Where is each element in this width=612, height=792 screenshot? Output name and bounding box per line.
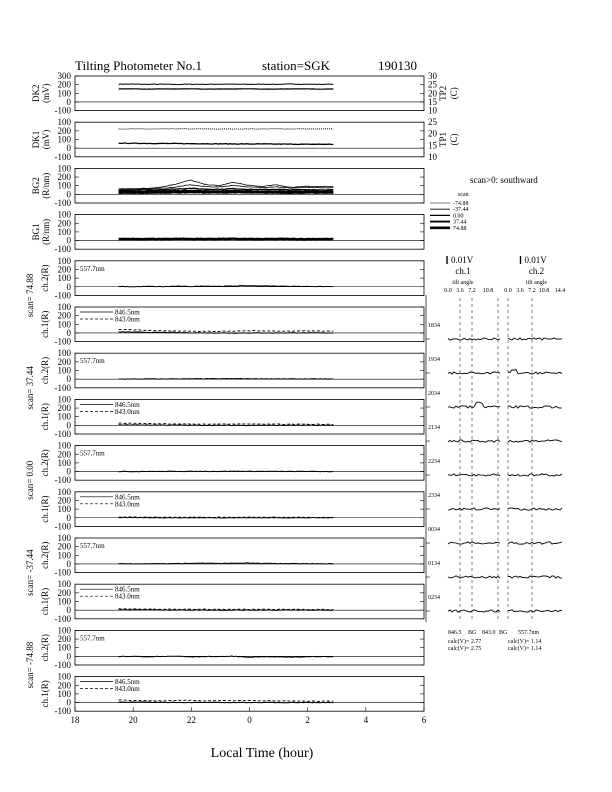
series-line-2-4 xyxy=(119,192,334,193)
series-line-11-0 xyxy=(119,610,334,611)
panel-legend-text: 846.5nm xyxy=(115,400,140,409)
time-label: 0134 xyxy=(428,561,440,567)
figure-title: Tilting Photometer No.1 xyxy=(75,58,203,73)
time-label: 0234 xyxy=(428,595,440,601)
panel-4 xyxy=(25,256,424,317)
tilt-tick-label: 0.0 xyxy=(444,288,452,294)
series-line-0-0 xyxy=(119,84,334,85)
scan-legend-header: scan xyxy=(458,192,469,198)
right-tick-label: 20 xyxy=(428,88,437,99)
y-tick-label: -100 xyxy=(54,244,71,255)
scan-legend-label: 37.44 xyxy=(453,219,467,226)
right-axis-label: (C) xyxy=(449,133,459,146)
y-tick-label: 0 xyxy=(66,697,71,708)
profile-line xyxy=(448,610,500,612)
y-axis-label: DK2 xyxy=(31,84,41,103)
panel-8 xyxy=(25,441,424,500)
panel-frame xyxy=(75,122,424,157)
panel-legend-text: 557.7nm xyxy=(80,542,105,550)
series-line-7-1 xyxy=(119,423,334,425)
panel-9 xyxy=(40,487,424,532)
y-tick-label: 0 xyxy=(66,374,71,385)
y-axis-label: ch.1(R) xyxy=(40,680,50,708)
panel-2 xyxy=(31,163,424,208)
y-tick-label: 100 xyxy=(57,457,71,468)
right-tick-label: 15 xyxy=(428,140,437,151)
scan-legend-label: -37.44 xyxy=(453,207,469,214)
tilt-tick-label: 0.0 xyxy=(504,288,512,294)
y-tick-label: -100 xyxy=(54,706,71,717)
y-tick-label: -100 xyxy=(54,660,71,670)
y-tick-label: 100 xyxy=(57,504,71,515)
wavelength-label: 846.5 xyxy=(448,630,462,636)
panel-legend-text: 843.0nm xyxy=(115,685,140,694)
y-axis-label: ch.2(R) xyxy=(40,264,50,292)
scan-group-label: scan= -37.44 xyxy=(25,549,35,596)
x-axis-label: Local Time (hour) xyxy=(210,746,314,761)
y-tick-label: 300 xyxy=(57,71,71,81)
time-label: 2234 xyxy=(428,459,440,465)
time-label: 0034 xyxy=(428,527,440,533)
y-axis-label: DK1 xyxy=(31,130,41,149)
time-label: 1934 xyxy=(428,357,440,363)
panel-legend-text: 557.7nm xyxy=(80,357,105,366)
series-line-7-0 xyxy=(119,425,334,426)
y-tick-label: 0 xyxy=(66,512,71,523)
y-tick-label: 100 xyxy=(57,688,71,699)
y-tick-label: 200 xyxy=(57,79,71,90)
y-tick-label: 200 xyxy=(57,125,71,136)
y-tick-label: 100 xyxy=(57,209,71,220)
series-line-8-0 xyxy=(119,471,334,472)
panel-1 xyxy=(31,117,459,162)
panel-legend-text: 843.0nm xyxy=(115,500,140,509)
panel-legend-text: 557.7nm xyxy=(80,449,105,458)
panel-5 xyxy=(40,302,424,347)
scan-group-label: scan= 37.44 xyxy=(25,366,35,410)
right-tick-label: 20 xyxy=(428,128,437,139)
right-axis-label: (C) xyxy=(449,87,459,100)
y-tick-label: 0 xyxy=(66,189,71,200)
station-label: station=SGK xyxy=(262,58,331,73)
scan-group-label: scan= 0.00 xyxy=(25,460,35,500)
y-axis-label: ch.1(R) xyxy=(40,310,50,338)
y-axis-label: BG1 xyxy=(31,223,41,241)
y-axis-label: BG2 xyxy=(31,177,41,195)
x-tick-label: 4 xyxy=(363,715,369,726)
y-axis-label: ch.2(R) xyxy=(40,356,50,385)
series-line-3-0 xyxy=(119,239,334,240)
y-tick-label: 0 xyxy=(66,235,71,246)
panel-0 xyxy=(31,71,459,116)
y-tick-label: 200 xyxy=(57,218,71,229)
tilt-label: tilt angle xyxy=(525,280,548,286)
panel-frame xyxy=(75,446,424,481)
series-line-1-1 xyxy=(119,143,334,145)
profile-line xyxy=(448,338,500,340)
panel-legend-text: 846.5nm xyxy=(115,585,140,594)
tilt-tick-label: 7.2 xyxy=(468,288,476,294)
y-tick-label: 200 xyxy=(57,680,71,691)
profile-line xyxy=(508,406,562,408)
y-tick-label: 200 xyxy=(57,449,71,460)
panel-legend-text: 843.0nm xyxy=(115,407,140,416)
scan-direction-title: scan>0: southward xyxy=(470,175,538,185)
right-tick-label: 10 xyxy=(428,105,437,116)
x-tick-label: 2 xyxy=(305,715,310,726)
series-line-1-0 xyxy=(119,129,334,130)
scan-legend-label: 74.88 xyxy=(453,225,467,232)
profile-line xyxy=(508,369,562,374)
right-axis-label: TP1 xyxy=(438,131,448,148)
tilt-tick-label: 10.8 xyxy=(538,288,550,294)
y-tick-label: 200 xyxy=(57,172,71,183)
right-tick-label: 15 xyxy=(428,96,437,107)
y-tick-label: 100 xyxy=(57,365,71,376)
tilt-tick-label: 10.8 xyxy=(482,288,494,294)
calc-label: calc(V)= 2.77 xyxy=(448,639,482,645)
y-tick-label: -100 xyxy=(54,382,71,393)
y-axis-label: (R/nm) xyxy=(41,218,51,245)
panel-frame xyxy=(75,261,424,296)
scan-legend-label: -74.88 xyxy=(453,201,469,207)
y-tick-label: 100 xyxy=(57,88,71,99)
x-tick-label: 20 xyxy=(128,715,138,726)
y-tick-label: -100 xyxy=(54,521,71,532)
profile-line xyxy=(508,338,562,340)
y-tick-label: -100 xyxy=(54,475,71,486)
wavelength-label: BG xyxy=(499,630,508,636)
panel-frame xyxy=(75,538,424,573)
panel-13 xyxy=(40,672,424,717)
panel-frame xyxy=(75,630,424,665)
panel-10 xyxy=(25,533,424,596)
profile-line xyxy=(448,508,500,510)
left-panels xyxy=(25,71,459,716)
y-tick-label: 100 xyxy=(57,255,71,266)
calc-label: calc(V)= 1.14 xyxy=(508,646,542,652)
profile-line xyxy=(508,474,562,476)
y-tick-label: -100 xyxy=(54,290,71,301)
panel-legend-text: 843.0nm xyxy=(115,315,140,324)
y-tick-label: 100 xyxy=(57,411,71,422)
wavelength-label: 843.0 xyxy=(482,630,496,636)
y-tick-label: -100 xyxy=(54,613,71,624)
time-label: 2134 xyxy=(428,425,440,431)
series-line-13-0 xyxy=(119,702,334,703)
y-tick-label: 100 xyxy=(57,533,71,543)
y-tick-label: 0 xyxy=(66,466,71,477)
time-label: 1834 xyxy=(428,323,440,329)
y-tick-label: 100 xyxy=(57,394,71,405)
panel-6 xyxy=(25,348,424,409)
y-tick-label: 200 xyxy=(57,634,71,645)
time-axis xyxy=(71,707,427,725)
profile-line xyxy=(448,440,500,442)
y-tick-label: 200 xyxy=(57,356,71,367)
panel-frame xyxy=(75,76,424,111)
y-tick-label: 0 xyxy=(66,651,71,662)
y-tick-label: 200 xyxy=(57,541,71,552)
panel-legend-text: 843.0nm xyxy=(115,592,140,601)
profile-line xyxy=(448,372,500,374)
right-tick-label: 25 xyxy=(428,117,437,128)
y-tick-label: 100 xyxy=(57,117,71,128)
y-tick-label: 100 xyxy=(57,642,71,653)
date-label: 190130 xyxy=(378,58,417,73)
y-tick-label: -100 xyxy=(54,429,71,439)
panel-frame xyxy=(75,353,424,388)
y-tick-label: 0 xyxy=(66,96,71,107)
y-tick-label: 0 xyxy=(66,327,71,338)
time-label: 2034 xyxy=(428,391,440,397)
y-tick-label: 100 xyxy=(57,134,71,145)
y-axis-label: ch.2(R) xyxy=(40,449,50,477)
scan-legend-label: 0.00 xyxy=(453,213,464,220)
profile-line xyxy=(448,542,500,544)
y-tick-label: 100 xyxy=(57,348,71,359)
y-tick-label: 200 xyxy=(57,495,71,506)
y-tick-label: -100 xyxy=(54,151,71,162)
y-axis-label: ch.1(R) xyxy=(40,495,50,523)
panel-7 xyxy=(40,394,424,439)
scale-label: 0.01V xyxy=(524,255,547,265)
y-tick-label: 100 xyxy=(57,579,71,590)
y-tick-label: 200 xyxy=(57,403,71,414)
y-tick-label: 0 xyxy=(66,281,71,292)
time-label: 2334 xyxy=(428,493,440,499)
y-axis-label: (mV) xyxy=(41,83,51,104)
panel-legend-text: 846.5nm xyxy=(115,308,140,317)
right-axis-label: TP2 xyxy=(438,85,448,101)
channel-label: ch.2 xyxy=(528,266,545,276)
profile-line xyxy=(508,542,562,544)
series-line-5-1 xyxy=(119,329,334,331)
profile-line xyxy=(448,576,500,578)
channel-label: ch.1 xyxy=(455,266,471,276)
y-tick-label: 0 xyxy=(66,558,71,569)
x-tick-label: 0 xyxy=(247,715,252,726)
profile-line xyxy=(508,508,562,510)
y-tick-label: 0 xyxy=(66,420,71,431)
right-tick-label: 10 xyxy=(428,151,437,162)
series-line-13-1 xyxy=(119,700,334,702)
profile-line xyxy=(508,576,562,578)
y-tick-label: 100 xyxy=(57,180,71,191)
y-tick-label: 100 xyxy=(57,273,71,284)
tilt-tick-label: 7.2 xyxy=(528,288,536,294)
y-tick-label: -100 xyxy=(54,336,71,347)
panel-frame xyxy=(75,215,424,250)
wavelength-label: 557.7nm xyxy=(518,630,540,636)
panel-frame xyxy=(75,168,424,203)
scale-label: 0.01V xyxy=(451,255,474,265)
panel-legend-text: 846.5nm xyxy=(115,493,140,502)
y-tick-label: -100 xyxy=(54,198,71,208)
tilt-tick-label: 14.4 xyxy=(554,288,566,294)
x-tick-label: 18 xyxy=(70,715,80,726)
y-axis-label: (R/nm) xyxy=(41,172,51,199)
panel-legend-text: 557.7nm xyxy=(80,634,105,643)
x-tick-label: 22 xyxy=(186,715,196,726)
y-tick-label: 0 xyxy=(66,143,71,154)
tilt-label: tilt angle xyxy=(452,280,474,286)
tilt-tick-label: 3.6 xyxy=(516,288,524,294)
profile-line xyxy=(508,440,562,442)
y-tick-label: 100 xyxy=(57,625,71,636)
y-tick-label: 100 xyxy=(57,226,71,237)
calc-label: calc(V)= 1.14 xyxy=(508,639,542,645)
y-tick-label: 100 xyxy=(57,302,71,312)
y-tick-label: 0 xyxy=(66,605,71,616)
y-axis-label: ch.2(R) xyxy=(40,634,50,662)
profile-line xyxy=(508,610,562,612)
y-tick-label: 100 xyxy=(57,671,71,682)
wavelength-label: BG xyxy=(468,630,477,636)
y-tick-label: 100 xyxy=(57,163,71,174)
y-axis-label: ch.2(R) xyxy=(40,541,50,569)
y-tick-label: 200 xyxy=(57,310,71,321)
panel-legend-text: 846.5nm xyxy=(115,678,140,687)
y-tick-label: 100 xyxy=(57,550,71,561)
stacked-profile-panel xyxy=(426,175,565,652)
panel-11 xyxy=(40,579,424,624)
profile-line xyxy=(448,402,500,408)
profile-line xyxy=(448,474,500,476)
y-tick-label: 100 xyxy=(57,319,71,330)
y-tick-label: 100 xyxy=(57,596,71,607)
right-tick-label: 25 xyxy=(428,79,437,90)
y-tick-label: 100 xyxy=(57,440,71,451)
scan-group-label: scan= -74.88 xyxy=(25,641,35,689)
tilt-tick-label: 3.6 xyxy=(456,288,464,294)
calc-label: calc(V)= 2.75 xyxy=(448,646,482,652)
y-tick-label: 200 xyxy=(57,587,71,598)
right-tick-label: 30 xyxy=(428,71,437,81)
y-tick-label: -100 xyxy=(54,567,71,578)
panel-legend-text: 557.7nm xyxy=(80,264,105,273)
x-tick-label: 6 xyxy=(421,715,427,726)
panel-3 xyxy=(31,210,424,255)
scan-group-label: scan= 74.88 xyxy=(25,273,35,318)
y-tick-label: 200 xyxy=(57,264,71,275)
y-axis-label: ch.1(R) xyxy=(40,403,50,431)
y-axis-label: ch.1(R) xyxy=(40,587,50,616)
y-tick-label: 100 xyxy=(57,486,71,497)
y-axis-label: (mV) xyxy=(41,129,51,150)
y-tick-label: -100 xyxy=(54,105,71,116)
